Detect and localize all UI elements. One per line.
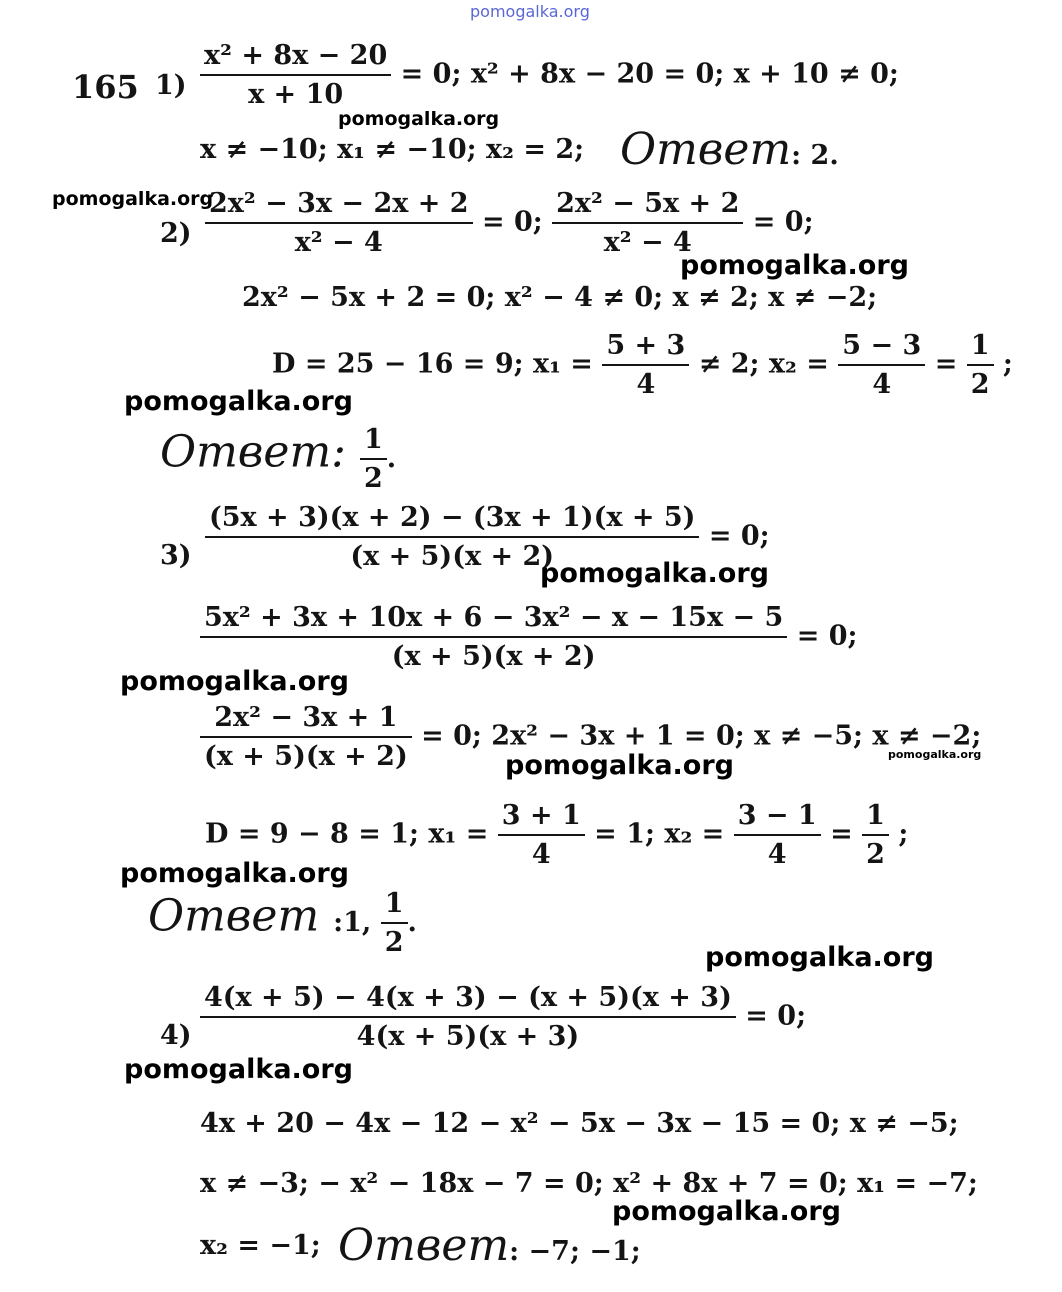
part4-line3: [200, 1170, 978, 1197]
part2-x2-fraction: [838, 332, 925, 398]
part1-line2: [200, 136, 584, 163]
part3-x1-fraction: [498, 802, 585, 868]
watermark: pomogalka.org: [540, 558, 769, 589]
part3-x2-fraction: [734, 802, 821, 868]
part4-answer: [338, 1220, 641, 1271]
part4-line2-text: 4x + 20 − 4x − 12 − x² − 5x − 3x − 15 = 0; x ≠ −5;: [200, 1108, 959, 1139]
part1-label: 1): [155, 70, 187, 101]
part2-line1-mid: = 0;: [481, 206, 543, 238]
part3-line2: [200, 604, 857, 670]
part1-frac-denominator: x + 10: [248, 79, 344, 110]
part3-answer-value: [333, 888, 417, 958]
part2-answer-denominator: 2: [364, 463, 383, 494]
part3-x2-numerator: 3 − 1: [734, 802, 821, 836]
part4-fraction: [200, 984, 736, 1050]
part4-line4-text: x₂ = −1;: [200, 1230, 321, 1261]
watermark: pomogalka.org: [124, 1054, 353, 1085]
part2-answer-fraction: [360, 426, 387, 492]
part3-line3-rest: = 0; 2x² − 3x + 1 = 0; x ≠ −5; x ≠ −2;: [421, 720, 982, 752]
part2-answer: [160, 426, 396, 492]
part2-frac-a-numerator: 2x² − 3x − 2x + 2: [205, 190, 473, 224]
part2-line1: [205, 190, 814, 256]
part4-line2: [200, 1110, 959, 1137]
part3-half-numerator: 1: [862, 802, 889, 836]
part2-answer-word: Ответ: [160, 426, 332, 478]
part3-answer-numerator: 1: [381, 890, 408, 924]
part4-answer-word: Ответ: [338, 1220, 510, 1271]
part3-half-denominator: 2: [866, 839, 885, 870]
part3-fraction-c: [200, 704, 412, 770]
part1-frac-numerator: x² + 8x − 20: [200, 42, 391, 76]
part2-answer-end: .: [386, 442, 397, 474]
watermark-top: pomogalka.org: [470, 2, 590, 21]
part2-fraction-a: [205, 190, 473, 256]
part4-line1-eq: = 0;: [745, 1000, 807, 1032]
part1-line1: [200, 42, 899, 108]
task-number: 165: [72, 68, 139, 106]
watermark: pomogalka.org: [888, 748, 982, 761]
part2-answer-numerator: 1: [360, 426, 387, 460]
watermark: pomogalka.org: [505, 750, 734, 781]
part2-x1-numerator: 5 + 3: [602, 332, 689, 366]
part2-fraction-b: [552, 190, 743, 256]
part2-d-pre: D = 25 − 16 = 9; x₁ =: [272, 348, 593, 380]
watermark: pomogalka.org: [612, 1196, 841, 1227]
part3-x1-denominator: 4: [531, 839, 551, 870]
part2-d-mid: ≠ 2; x₂ =: [698, 348, 829, 380]
part3-frac-a-denominator: (x + 5)(x + 2): [350, 541, 555, 572]
part3-frac-a-numerator: (5x + 3)(x + 2) − (3x + 1)(x + 5): [205, 504, 699, 538]
part4-frac-denominator: 4(x + 5)(x + 3): [356, 1021, 580, 1052]
part1-line2-text: x ≠ −10; x₁ ≠ −10; x₂ = 2;: [200, 134, 585, 165]
part3-frac-b-numerator: 5x² + 3x + 10x + 6 − 3x² − x − 15x − 5: [200, 604, 787, 638]
part2-line1-end: = 0;: [752, 206, 814, 238]
part3-answer: [148, 890, 417, 956]
part3-label: 3): [160, 540, 192, 571]
part2-half-numerator: 1: [967, 332, 994, 366]
part1-line1-rest: = 0; x² + 8x − 20 = 0; x + 10 ≠ 0;: [400, 58, 899, 90]
part3-half-fraction: [862, 802, 889, 868]
part2-x2-numerator: 5 − 3: [838, 332, 925, 366]
part3-d-end: ;: [898, 818, 909, 850]
part2-line2: [242, 284, 877, 311]
part2-half-fraction: [967, 332, 994, 398]
part3-line1-eq: = 0;: [708, 520, 770, 552]
part2-d-end: ;: [1002, 348, 1013, 380]
part3-d-mid: = 1; x₂ =: [594, 818, 725, 850]
part3-answer-end: .: [407, 906, 417, 938]
part4-line3-text: x ≠ −3; − x² − 18x − 7 = 0; x² + 8x + 7 = 0; x₁ = −7;: [200, 1168, 978, 1199]
part2-frac-b-numerator: 2x² − 5x + 2: [552, 190, 743, 224]
part3-answer-pre: :1,: [333, 906, 372, 938]
watermark: pomogalka.org: [338, 108, 500, 130]
part2-label: 2): [160, 218, 192, 249]
part1-answer-value: : 2.: [791, 140, 839, 171]
part2-line3: [272, 332, 1013, 398]
part4-label: 4): [160, 1020, 192, 1051]
part1-answer-word: Ответ: [620, 124, 792, 175]
part2-answer-sep: :: [331, 426, 346, 478]
part1-fraction: [200, 42, 391, 108]
part2-half-denominator: 2: [970, 369, 990, 400]
part3-x1-numerator: 3 + 1: [498, 802, 585, 836]
part3-d-pre: D = 9 − 8 = 1; x₁ =: [205, 818, 489, 850]
part3-frac-b-denominator: (x + 5)(x + 2): [391, 641, 596, 672]
watermark: pomogalka.org: [680, 250, 909, 281]
part2-x2-denominator: 4: [872, 369, 892, 400]
part2-x1-denominator: 4: [636, 369, 656, 400]
part3-answer-denominator: 2: [384, 927, 404, 958]
part2-frac-a-denominator: x² − 4: [294, 227, 383, 258]
part3-fraction-b: [200, 604, 787, 670]
part2-answer-value: [360, 424, 397, 494]
watermark: pomogalka.org: [120, 858, 349, 889]
part2-line2-text: 2x² − 5x + 2 = 0; x² − 4 ≠ 0; x ≠ 2; x ≠ −2;: [242, 282, 878, 313]
part3-answer-fraction: [381, 890, 408, 956]
watermark: pomogalka.org: [705, 942, 934, 973]
part3-answer-word: Ответ: [148, 890, 320, 942]
part4-answer-value: : −7; −1;: [509, 1236, 641, 1267]
part1-answer: [620, 124, 839, 175]
part4-frac-numerator: 4(x + 5) − 4(x + 3) − (x + 5)(x + 3): [200, 984, 736, 1018]
part3-d-eq: =: [830, 818, 853, 850]
part2-d-eq: =: [934, 348, 958, 380]
part2-x1-fraction: [602, 332, 689, 398]
part3-frac-c-numerator: 2x² − 3x + 1: [200, 704, 412, 738]
part4-line1: [200, 984, 806, 1050]
part4-line4: [200, 1232, 321, 1259]
watermark: pomogalka.org: [120, 666, 349, 697]
part2-frac-b-denominator: x² − 4: [603, 227, 692, 258]
part3-frac-c-denominator: (x + 5)(x + 2): [204, 741, 408, 772]
part3-x2-denominator: 4: [767, 839, 787, 870]
watermark: pomogalka.org: [124, 386, 353, 417]
part3-line2-eq: = 0;: [796, 620, 858, 652]
watermark: pomogalka.org: [52, 188, 214, 210]
